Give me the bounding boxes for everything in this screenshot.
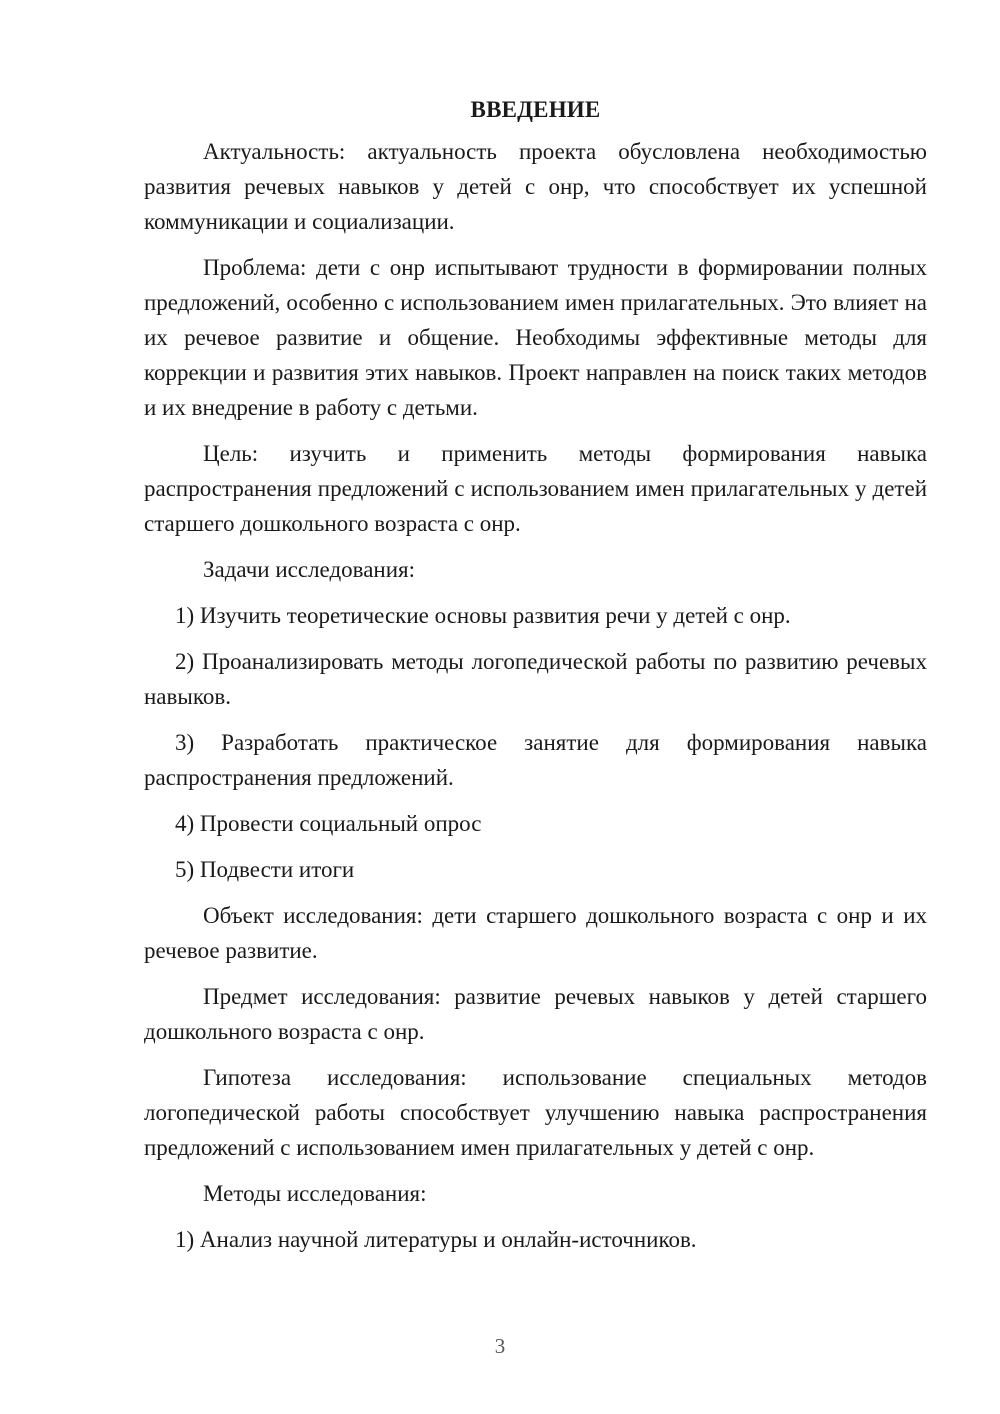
- section-title: ВВЕДЕНИЕ: [470, 97, 601, 122]
- tasks-heading: Задачи исследования:: [203, 557, 416, 582]
- paragraph-relevance: Актуальность: актуальность проекта обусловлена необходимостью развития речевых навыков у детей с онр, что способствует их успешной коммуникации и социализации.: [144, 139, 927, 234]
- method-item: 1) Анализ научной литературы и онлайн-источников.: [175, 1227, 697, 1252]
- task-item: 5) Подвести итоги: [175, 857, 355, 882]
- task-item: 1) Изучить теоретические основы развития речи у детей с онр.: [175, 603, 791, 628]
- task-item: 4) Провести социальный опрос: [175, 811, 482, 836]
- task-item: 3) Разработать практическое занятие для формирования навыка распространения предложений.: [144, 730, 927, 790]
- page-number: 3: [494, 1334, 506, 1358]
- task-item: 2) Проанализировать методы логопедической работы по развитию речевых навыков.: [144, 649, 927, 709]
- document-page: [144, 92, 927, 1268]
- paragraph-hypothesis: Гипотеза исследования: использование специальных методов логопедической работы способствует улучшению навыка распространения предложений с использованием имен прилагательных у детей с онр.: [144, 1065, 927, 1160]
- paragraph-problem: Проблема: дети с онр испытывают трудности в формировании полных предложений, особенно с использованием имен прилагательных. Это влияет на их речевое развитие и общение. Необходимы эффективные методы для коррекции и развития этих навыков. Проект направлен на поиск таких методов и их внедрение в работу с детьми.: [144, 255, 927, 420]
- methods-heading: Методы исследования:: [203, 1181, 427, 1206]
- paragraph-subject: Предмет исследования: развитие речевых навыков у детей старшего дошкольного возраста с онр.: [144, 984, 927, 1044]
- paragraph-goal: Цель: изучить и применить методы формирования навыка распространения предложений с использованием имен прилагательных у детей старшего дошкольного возраста с онр.: [144, 441, 927, 536]
- paragraph-object: Объект исследования: дети старшего дошкольного возраста с онр и их речевое развитие.: [144, 903, 927, 963]
